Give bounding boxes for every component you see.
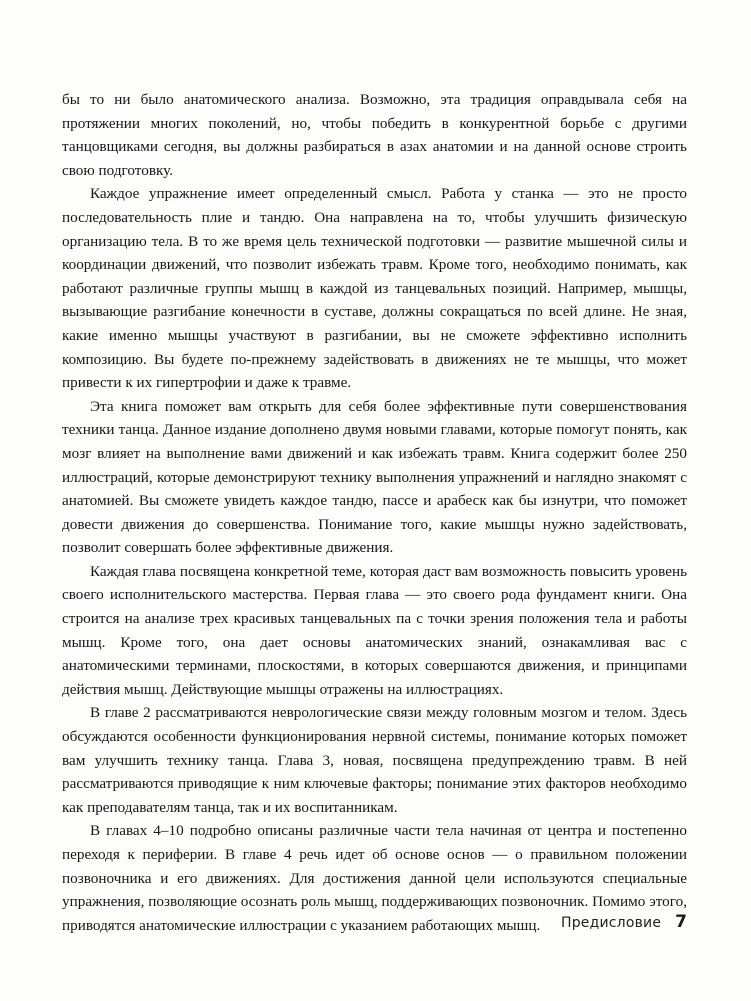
paragraph: Каждая глава посвящена конкретной теме, которая даст вам возможность повысить уровень своего исполнительского мастерства. Первая глава — это своего рода фундамент книги. Она строится на анализе трех красивых танцевальных па с точки зрения положения тела и работы мышц. Кроме того, она дает основы анатомических знаний, ознакамливая вас с анатомическими терминами, плоскостями, в которых совершаются движения, и принципами действия мышц. Действующие мышцы отражены на иллюстрациях.	[62, 562, 687, 698]
paragraph: Каждое упражнение имеет определенный смысл. Работа у станка — это не просто последовательность плие и тандю. Она направлена на то, чтобы улучшить физическую организацию тела. В то же время цель технической подготовки — развитие мышечной силы и координации движений, что позволит избежать травм. Кроме того, необходимо понимать, как работают различные группы мышц в каждой из танцевальных позиций. Например, мышцы, вызывающие разгибание конечности в суставе, должны сокращаться по всей длине. Не зная, какие именно мышцы участвуют в разгибании, вы не сможете эффективно исполнить композицию. Вы будете по-прежнему задействовать в движениях не те мышцы, что может привести к их гипертрофии и даже к травме.	[62, 185, 687, 392]
paragraph: В главах 4–10 подробно описаны различные части тела начиная от центра и постепенно переходя к периферии. В главе 4 речь идет об основе основ — о правильном положении позвоночника и его движениях. Для достижения данной цели используются специальные упражнения, позволяющие осознать роль мышц, поддерживающих позвоночник. Помимо этого, приводятся анатомические иллюстрации с указанием работающих мышц.	[62, 822, 687, 934]
paragraph: Эта книга поможет вам открыть для себя более эффективные пути совершенствования техники танца. Данное издание дополнено двумя новыми главами, которые помогут понять, как мозг влияет на выполнение вами движений и как избежать травм. Книга содержит более 250 иллюстраций, которые демонстрируют технику выполнения упражнений и наглядно знакомят с анатомией. Вы сможете увидеть каждое тандю, пассе и арабеск как бы изнутри, что поможет довести движения до совершенства. Понимание того, какие мышцы нужно задействовать, позволит совершать более эффективные движения.	[62, 397, 687, 557]
footer-section-label: Предисловие	[560, 915, 662, 931]
paragraph: бы то ни было анатомического анализа. Возможно, эта традиция оправдывала себя на протяжении многих поколений, но, чтобы победить в конкурентной борьбе с другими танцовщиками сегодня, вы должны разбираться в азах анатомии и на данной основе строить свою подготовку.	[62, 91, 687, 179]
page-number: 7	[675, 912, 687, 932]
page-footer	[62, 912, 687, 932]
page-text-body	[62, 88, 687, 937]
paragraph: В главе 2 рассматриваются неврологические связи между головным мозгом и телом. Здесь обсуждаются особенности функционирования нервной системы, понимание которых поможет вам улучшить технику танца. Глава 3, новая, посвящена предупреждению травм. В ней рассматриваются приводящие к ним ключевые факторы; понимание этих факторов необходимо как преподавателям танца, так и их воспитанникам.	[62, 704, 687, 816]
